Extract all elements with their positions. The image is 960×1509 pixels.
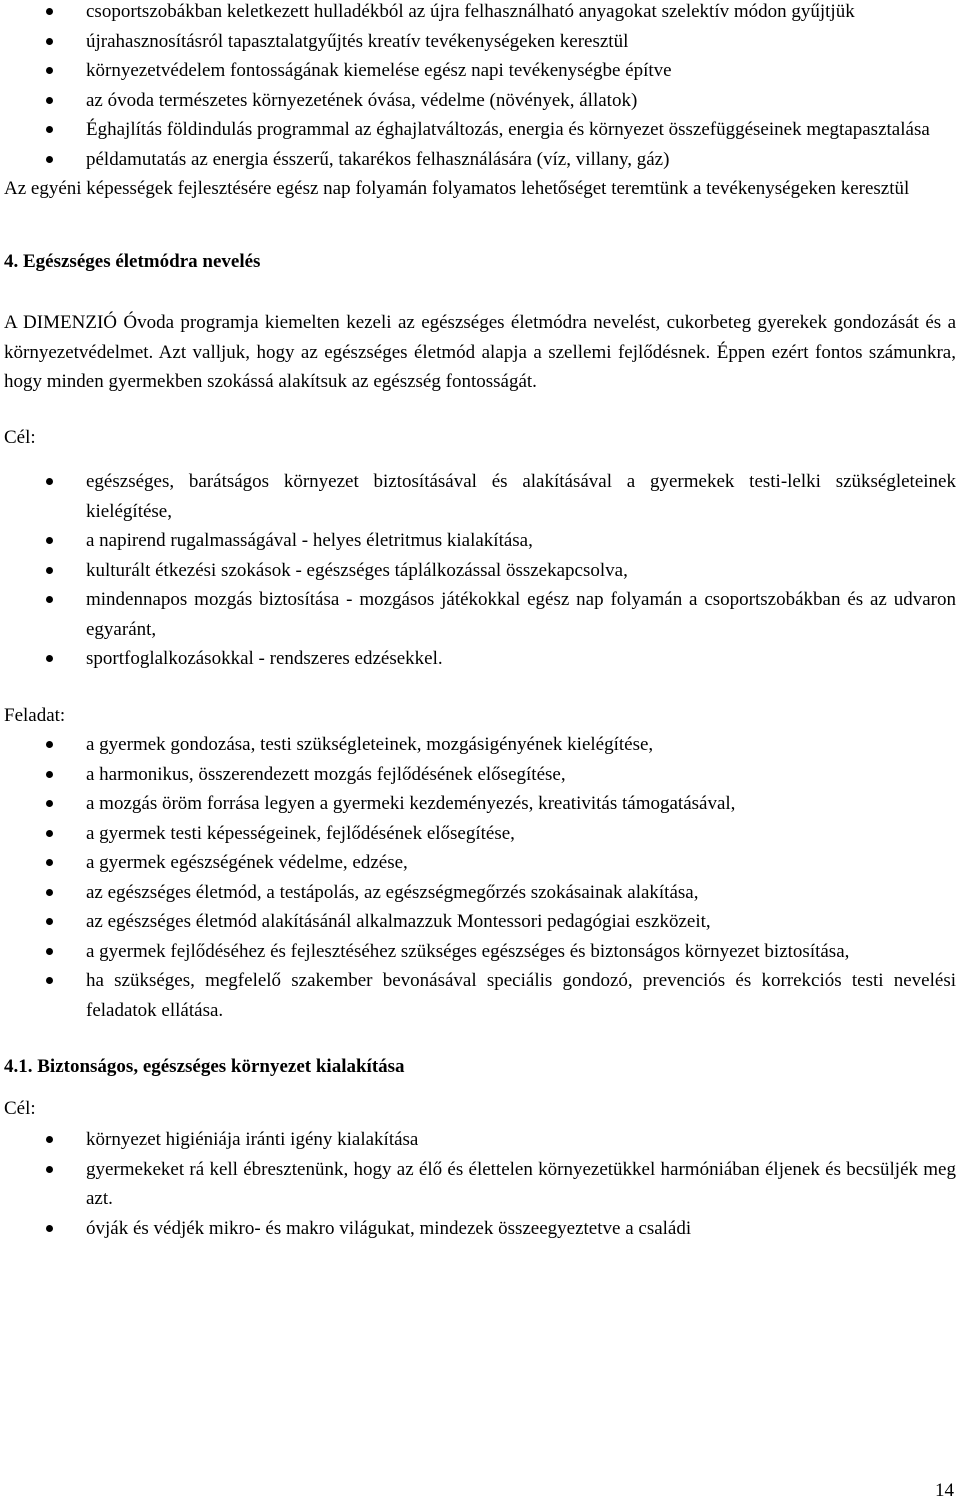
list-item: a napirend rugalmasságával - helyes életritmus kialakítása, (4, 526, 956, 556)
bullet-icon (46, 537, 53, 544)
bullet-icon (46, 889, 53, 896)
list-item: mindennapos mozgás biztosítása - mozgásos játékokkal egész nap folyamán a csoportszobákban és az udvaron egyaránt, (4, 585, 956, 644)
task-list (4, 730, 956, 1025)
list-item: a gyermek egészségének védelme, edzése, (4, 848, 956, 878)
section-4-heading: 4. Egészséges életmódra nevelés (4, 250, 261, 272)
bullet-icon (46, 478, 53, 485)
bullet-icon (46, 1136, 53, 1143)
list-item: az egészséges életmód alakításánál alkalmazzuk Montessori pedagógiai eszközeit, (4, 907, 956, 937)
list-item: ha szükséges, megfelelő szakember bevonásával speciális gondozó, prevenciós és korrekciós testi nevelési feladatok ellátása. (4, 966, 956, 1025)
list-item: sportfoglalkozásokkal - rendszeres edzésekkel. (4, 644, 956, 674)
bullet-icon (46, 977, 53, 984)
list-item: az óvoda természetes környezetének óvása, védelme (növények, állatok) (4, 86, 956, 116)
list-item: a mozgás öröm forrása legyen a gyermeki kezdeményezés, kreativitás támogatásával, (4, 789, 956, 819)
bullet-icon (46, 741, 53, 748)
list-item: az egészséges életmód, a testápolás, az egészségmegőrzés szokásainak alakítása, (4, 878, 956, 908)
bullet-icon (46, 596, 53, 603)
bullet-icon (46, 38, 53, 45)
bullet-icon (46, 800, 53, 807)
bullet-icon (46, 567, 53, 574)
list-item: a harmonikus, összerendezett mozgás fejlődésének elősegítése, (4, 760, 956, 790)
bullet-icon (46, 126, 53, 133)
document-page (4, 0, 956, 1243)
bullet-icon (46, 655, 53, 662)
environment-list (4, 0, 956, 174)
list-item: újrahasznosításról tapasztalatgyűjtés kreatív tevékenységeken keresztül (4, 27, 956, 57)
task-label: Feladat: (4, 704, 66, 726)
list-item: csoportszobákban keletkezett hulladékból az újra felhasználható anyagokat szelektív módon gyűjtjük (4, 0, 956, 27)
individual-paragraph: Az egyéni képességek fejlesztésére egész nap folyamán folyamatos lehetőséget teremtünk a tevékenységeken keresztül (4, 178, 910, 199)
section-4-1-heading: 4.1. Biztonságos, egészséges környezet kialakítása (4, 1056, 405, 1077)
list-item: környezet higiéniája iránti igény kialakítása (4, 1125, 956, 1155)
bullet-icon (46, 918, 53, 925)
bullet-icon (46, 8, 53, 15)
list-item: egészséges, barátságos környezet biztosításával és alakításával a gyermekek testi-lelki szükségleteinek kielégítése, (4, 467, 956, 526)
list-item: környezetvédelem fontosságának kiemelése egész napi tevékenységbe építve (4, 56, 956, 86)
list-item: Éghajlítás földindulás programmal az éghajlatváltozás, energia és környezet összefüggéseinek megtapasztalása (4, 115, 956, 145)
goal-list (4, 467, 956, 674)
bullet-icon (46, 156, 53, 163)
bullet-icon (46, 948, 53, 955)
list-item: a gyermek gondozása, testi szükségleteinek, mozgásigényének kielégítése, (4, 730, 956, 760)
goal-label: Cél: (4, 1097, 36, 1119)
goal-label: Cél: (4, 426, 36, 448)
bullet-icon (46, 67, 53, 74)
bullet-icon (46, 859, 53, 866)
list-item: a gyermek testi képességeinek, fejlődésének elősegítése, (4, 819, 956, 849)
bullet-icon (46, 97, 53, 104)
list-item: példamutatás az energia ésszerű, takarékos felhasználására (víz, villany, gáz) (4, 145, 956, 175)
bullet-icon (46, 1166, 53, 1173)
bullet-icon (46, 771, 53, 778)
list-item: kulturált étkezési szokások - egészséges táplálkozással összekapcsolva, (4, 556, 956, 586)
list-item: óvják és védjék mikro- és makro világukat, mindezek összeegyeztetve a családi (4, 1214, 956, 1244)
page-number: 14 (935, 1479, 954, 1501)
bullet-icon (46, 830, 53, 837)
bullet-icon (46, 1225, 53, 1232)
list-item: gyermekeket rá kell ébresztenünk, hogy az élő és élettelen környezetükkel harmóniában éljenek és becsüljék meg azt. (4, 1155, 956, 1214)
list-item: a gyermek fejlődéséhez és fejlesztéséhez szükséges egészséges és biztonságos környezet biztosítása, (4, 937, 956, 967)
environment-goal-list (4, 1125, 956, 1243)
section-4-intro: A DIMENZIÓ Óvoda programja kiemelten kezeli az egészséges életmódra nevelést, cukorbeteg gyerekek gondozását és a környezetvédelmet. Azt valljuk, hogy az egészséges életmód alapja a szellemi fejlődésnek. Éppen ezért fontos számunkra, hogy minden gyermekben szokássá alakítsuk az egészség fontosságát. (4, 312, 956, 392)
